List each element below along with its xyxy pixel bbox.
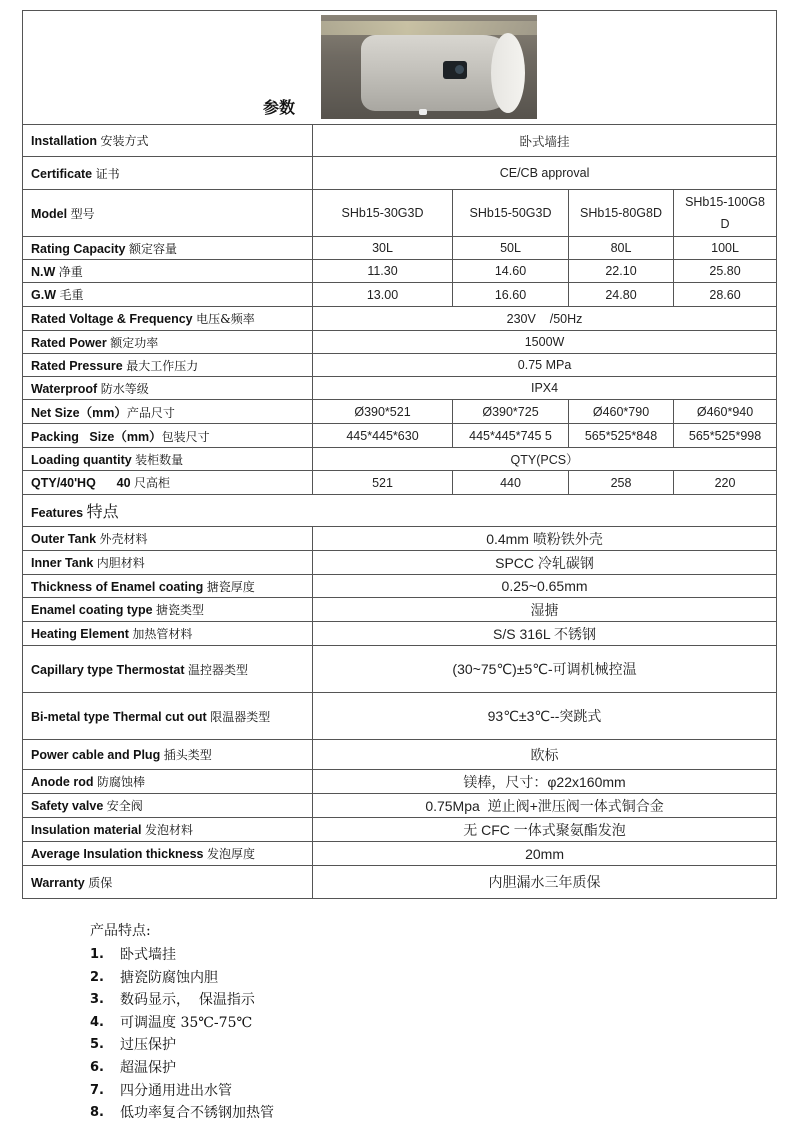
value-cell: 25.80 — [674, 260, 777, 283]
row-value: 0.75Mpa 逆止阀+泄压阀一体式铜合金 — [313, 794, 777, 818]
page-title: 参数 — [263, 98, 296, 117]
feature-row-enamel-type — [23, 598, 777, 622]
feature-row-outer-tank — [23, 527, 777, 551]
feature-row-insulation-material — [23, 818, 777, 842]
value-cell: 22.10 — [569, 260, 674, 283]
value-cell: Ø460*790 — [569, 400, 674, 424]
value-cell: 258 — [569, 471, 674, 495]
list-item: 4. 可调温度 35℃-75℃ — [90, 1014, 253, 1031]
row-label: Outer Tank 外壳材料 — [23, 527, 313, 551]
spec-row-net-size — [23, 400, 777, 424]
row-label: Rated Power 额定功率 — [23, 331, 313, 354]
spec-row-capacity — [23, 237, 777, 260]
feature-row-warranty — [23, 866, 777, 899]
row-label: Certificate 证书 — [23, 157, 313, 190]
row-label: Anode rod 防腐蚀棒 — [23, 770, 313, 794]
spec-row-waterproof — [23, 377, 777, 400]
row-value: 无 CFC 一体式聚氨酯发泡 — [313, 818, 777, 842]
product-features-list — [90, 920, 274, 1125]
row-value: 卧式墙挂 — [313, 125, 777, 157]
feature-row-insulation-thickness — [23, 842, 777, 866]
value-cell: 16.60 — [453, 283, 569, 307]
hero-cell — [23, 11, 777, 125]
spec-row-gross-weight — [23, 283, 777, 307]
list-item: 2. 搪瓷防腐蚀内胆 — [90, 969, 218, 986]
feature-row-power-cable — [23, 740, 777, 770]
row-value: 20mm — [313, 842, 777, 866]
row-label: Inner Tank 内胆材料 — [23, 551, 313, 575]
hero-row — [23, 11, 777, 125]
value-cell: 521 — [313, 471, 453, 495]
row-label: Bi-metal type Thermal cut out 限温器类型 — [23, 693, 313, 740]
product-image — [321, 15, 537, 119]
row-value: 1500W — [313, 331, 777, 354]
row-value: SPCC 冷轧碳钢 — [313, 551, 777, 575]
row-label: Loading quantity 装柜数量 — [23, 448, 313, 471]
feature-row-inner-tank — [23, 551, 777, 575]
list-item: 1. 卧式墙挂 — [90, 947, 176, 963]
feature-row-heating-element — [23, 622, 777, 646]
spec-table — [22, 10, 777, 899]
row-label: QTY/40'HQ 40 尺高柜 — [23, 471, 313, 495]
spec-sheet — [22, 10, 776, 899]
row-label: Packing Size（mm）包装尺寸 — [23, 424, 313, 448]
row-label: Enamel coating type 搪瓷类型 — [23, 598, 313, 622]
value-cell: 220 — [674, 471, 777, 495]
row-value: IPX4 — [313, 377, 777, 400]
value-cell: 445*445*745 5 — [453, 424, 569, 448]
row-label: Installation 安装方式 — [23, 125, 313, 157]
drain-outlet — [419, 109, 427, 115]
row-value: (30~75℃)±5℃-可调机械控温 — [313, 646, 777, 693]
value-cell: 50L — [453, 237, 569, 260]
list-item: 3. 数码显示， 保温指示 — [90, 992, 255, 1009]
row-label: Heating Element 加热管材料 — [23, 622, 313, 646]
spec-row-installation — [23, 125, 777, 157]
feature-row-enamel-thickness — [23, 575, 777, 598]
row-label: Power cable and Plug 插头类型 — [23, 740, 313, 770]
row-label: Thickness of Enamel coating 搪瓷厚度 — [23, 575, 313, 598]
value-cell: 11.30 — [313, 260, 453, 283]
digital-display-icon — [443, 61, 467, 79]
row-value: 0.75 MPa — [313, 354, 777, 377]
feature-row-safety-valve — [23, 794, 777, 818]
value-cell: 13.00 — [313, 283, 453, 307]
spec-row-voltage — [23, 307, 777, 331]
row-label: Rating Capacity 额定容量 — [23, 237, 313, 260]
list-item: 8. 低功率复合不锈钢加热管 — [90, 1105, 274, 1122]
value-cell: 445*445*630 — [313, 424, 453, 448]
spec-row-power — [23, 331, 777, 354]
feature-row-thermostat — [23, 646, 777, 693]
row-value: 内胆漏水三年质保 — [313, 866, 777, 899]
list-item: 6. 超温保护 — [90, 1059, 176, 1076]
value-cell: 30L — [313, 237, 453, 260]
features-ordered-list — [90, 944, 274, 1125]
row-label: G.W 毛重 — [23, 283, 313, 307]
list-item: 7. 四分通用进出水管 — [90, 1082, 232, 1099]
spec-row-certificate — [23, 157, 777, 190]
row-value: 93℃±3℃--突跳式 — [313, 693, 777, 740]
feature-row-anode-rod — [23, 770, 777, 794]
spec-row-qty-40hq — [23, 471, 777, 495]
value-cell: 24.80 — [569, 283, 674, 307]
section-heading: Features 特点 — [23, 495, 777, 527]
row-value: 镁棒，尺寸：φ22x160mm — [313, 770, 777, 794]
row-value: 欧标 — [313, 740, 777, 770]
spec-row-model — [23, 190, 777, 237]
row-value: 0.4mm 喷粉铁外壳 — [313, 527, 777, 551]
row-value: S/S 316L 不锈钢 — [313, 622, 777, 646]
value-cell: 14.60 — [453, 260, 569, 283]
spec-row-loading — [23, 448, 777, 471]
row-value: 0.25~0.65mm — [313, 575, 777, 598]
row-label: Rated Pressure 最大工作压力 — [23, 354, 313, 377]
row-label: Capillary type Thermostat 温控器类型 — [23, 646, 313, 693]
features-heading-row — [23, 495, 777, 527]
value-cell: 100L — [674, 237, 777, 260]
list-item: 5. 过压保护 — [90, 1037, 176, 1054]
spec-row-pressure — [23, 354, 777, 377]
value-cell: Ø390*521 — [313, 400, 453, 424]
model-cell: SHb15-100G8 D — [674, 190, 777, 237]
notes-title: 产品特点: — [90, 923, 151, 939]
row-label: Waterproof 防水等级 — [23, 377, 313, 400]
spec-row-packing-size — [23, 424, 777, 448]
row-label: Insulation material 发泡材料 — [23, 818, 313, 842]
model-cell: SHb15-80G8D — [569, 190, 674, 237]
model-cell: SHb15-50G3D — [453, 190, 569, 237]
value-cell: 80L — [569, 237, 674, 260]
row-label: Rated Voltage & Frequency 电压&频率 — [23, 307, 313, 331]
row-label: Safety valve 安全阀 — [23, 794, 313, 818]
row-label: Net Size（mm）产品尺寸 — [23, 400, 313, 424]
value-cell: 28.60 — [674, 283, 777, 307]
row-label: N.W 净重 — [23, 260, 313, 283]
water-heater-endcap — [491, 33, 525, 113]
feature-row-thermal-cutout — [23, 693, 777, 740]
row-label: Model 型号 — [23, 190, 313, 237]
row-label: Average Insulation thickness 发泡厚度 — [23, 842, 313, 866]
value-cell: 565*525*998 — [674, 424, 777, 448]
value-cell: Ø390*725 — [453, 400, 569, 424]
model-cell: SHb15-30G3D — [313, 190, 453, 237]
row-value: CE/CB approval — [313, 157, 777, 190]
row-value: 湿搪 — [313, 598, 777, 622]
spec-row-net-weight — [23, 260, 777, 283]
row-label: Warranty 质保 — [23, 866, 313, 899]
value-cell: Ø460*940 — [674, 400, 777, 424]
row-value: QTY(PCS） — [313, 448, 777, 471]
value-cell: 440 — [453, 471, 569, 495]
row-value: 230V /50Hz — [313, 307, 777, 331]
value-cell: 565*525*848 — [569, 424, 674, 448]
